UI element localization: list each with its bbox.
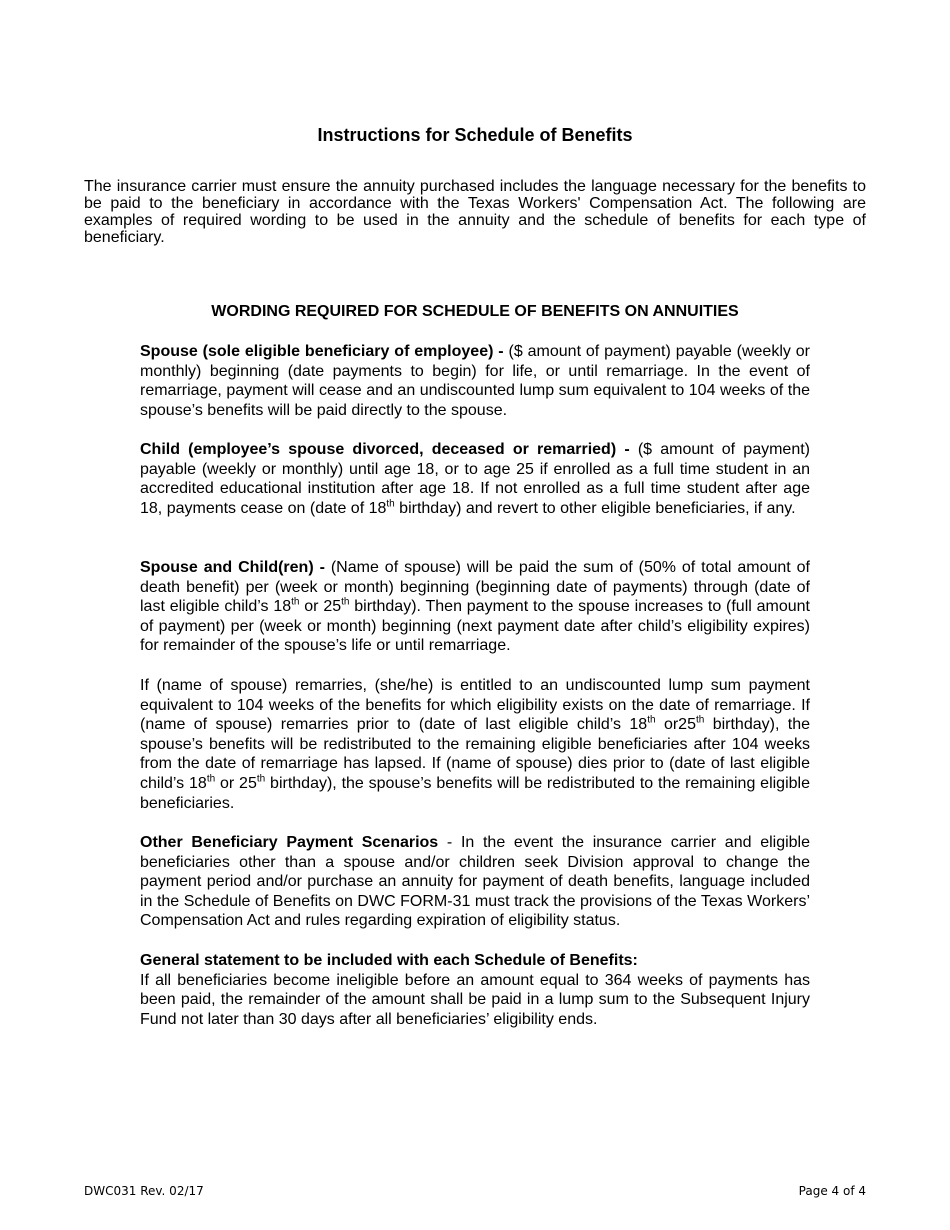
general-heading: General statement to be included with each Schedule of Benefits: xyxy=(140,952,638,969)
page-title: Instructions for Schedule of Benefits xyxy=(317,125,633,145)
superscript: th xyxy=(695,714,705,726)
remarriage-text-e: birthday), the spouse’s benefits will be redistributed to the remaining eligible beneficiaries. xyxy=(140,774,810,812)
spouse-text: ($ amount of payment) payable (weekly or monthly) beginning (date payments to begin) for life, or until remarriage. In the event of remarriage, payment will cease and an undiscounted lump sum equivalent to 104 weeks of the spouse’s benefits will be paid directly to the spouse. xyxy=(140,343,810,419)
section-heading: WORDING REQUIRED FOR SCHEDULE OF BENEFITS ON ANNUITIES xyxy=(211,303,739,320)
other-paragraph xyxy=(140,833,810,931)
superscript: th xyxy=(291,596,300,608)
remarriage-text-c: birthday), the spouse’s benefits will be redistributed to the remaining eligible beneficiaries after 104 weeks from the date of remarriage has lapsed. If (name of spouse) dies prior to (date of last eligible child’s 18 xyxy=(140,716,811,792)
child-text-b: birthday) and revert to other eligible beneficiaries, if any. xyxy=(394,499,796,517)
superscript: th xyxy=(386,498,395,510)
remarriage-text-d: or 25 xyxy=(215,774,257,792)
remarriage-text-b: or25 xyxy=(655,716,696,734)
spouse-child-paragraph xyxy=(140,558,810,656)
remarriage-paragraph xyxy=(140,676,810,813)
page-number: Page 4 of 4 xyxy=(798,1184,866,1198)
child-paragraph xyxy=(140,440,810,518)
spouse-child-text-c: birthday). Then payment to the spouse increases to (full amount of payment) per (week or month) beginning (next payment date after child’s eligibility expires) for remainder of the spouse’s life or until remarriage. xyxy=(140,598,811,655)
superscript: th xyxy=(341,596,350,608)
general-text: If all beneficiaries become ineligible before an amount equal to 364 weeks of payments has been paid, the remainder of the amount shall be paid in a lump sum to the Subsequent Injury Fund not later than 30 days after all beneficiaries’ eligibility ends. xyxy=(140,971,810,1028)
superscript: th xyxy=(647,714,656,726)
general-statement xyxy=(140,951,810,1029)
spouse-label: Spouse (sole eligible beneficiary of employee) - xyxy=(140,343,504,360)
spouse-child-label: Spouse and Child(ren) - xyxy=(140,559,325,576)
child-label: Child (employee’s spouse divorced, deceased or remarried) - xyxy=(140,441,630,458)
spouse-paragraph xyxy=(140,342,810,420)
spouse-child-text-b: or 25 xyxy=(299,598,342,616)
superscript: th xyxy=(256,773,266,785)
form-id: DWC031 Rev. 02/17 xyxy=(84,1184,204,1198)
other-text: - In the event the insurance carrier and eligible beneficiaries other than a spouse and/or children seek Division approval to change the payment period and/or purchase an annuity for payment of death benefits, language included in the Schedule of Benefits on DWC FORM-31 must track the provisions of the Texas Workers’ Compensation Act and rules regarding expiration of eligibility status. xyxy=(140,834,811,930)
remarriage-text-a: If (name of spouse) remarries, (she/he) is entitled to an undiscounted lump sum payment equivalent to 104 weeks of the benefits for which eligibility exists on the date of remarriage. If (name of spouse) remarries prior to (date of last eligible child’s 18 xyxy=(140,677,810,734)
other-label: Other Beneficiary Payment Scenarios xyxy=(140,834,439,851)
spouse-child-text-a: (Name of spouse) will be paid the sum of (50% of total amount of death benefit) per (week or month) beginning (beginning date of payments) through (date of last eligible child’s 18 xyxy=(140,559,811,616)
child-text-a: ($ amount of payment) payable (weekly or monthly) until age 18, or to age 25 if enrolled as a full time student in an accredited educational institution after age 18. If not enrolled as a full time student after age 18, payments cease on (date of 18 xyxy=(140,441,811,517)
intro-paragraph: The insurance carrier must ensure the annuity purchased includes the language necessary for the benefits to be paid to the beneficiary in accordance with the Texas Workers' Compensation Act. The following are examples of required wording to be used in the annuity and the schedule of benefits for each type of beneficiary. xyxy=(84,178,866,246)
superscript: th xyxy=(206,773,216,785)
